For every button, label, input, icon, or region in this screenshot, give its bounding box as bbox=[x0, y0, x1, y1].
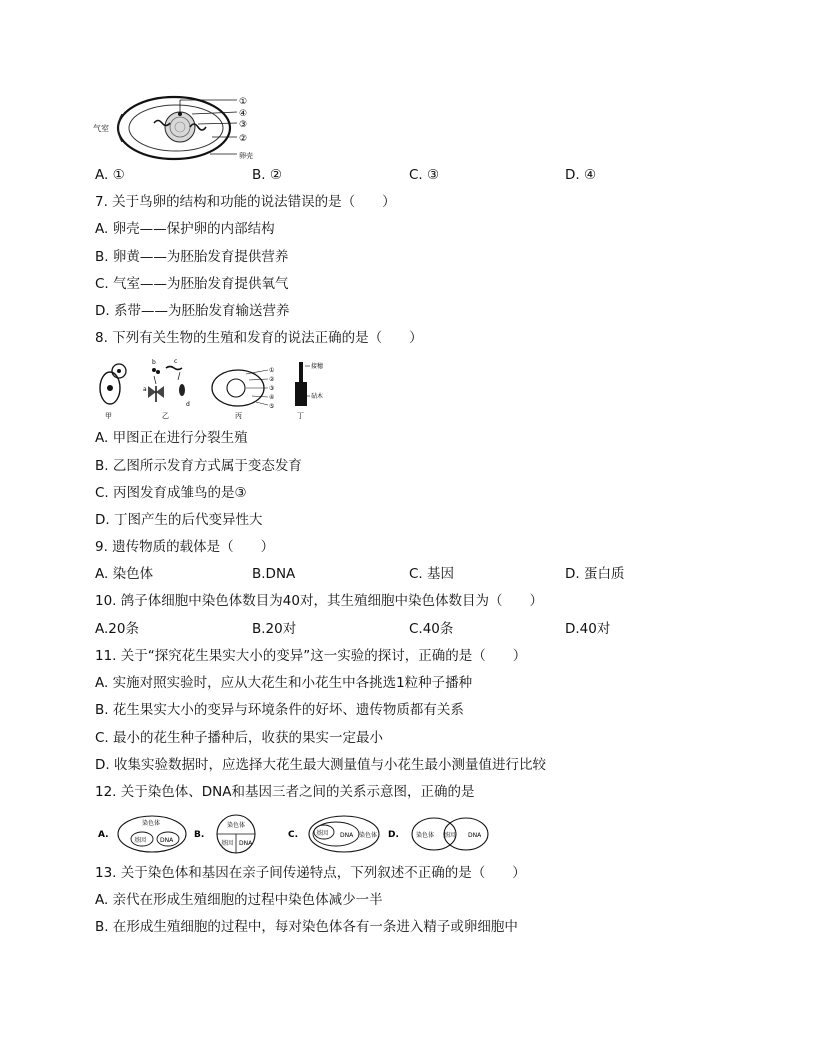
q7-option-c: C. 气室——为胚胎发育提供氧气 bbox=[95, 276, 289, 292]
option-d-dna: DNA bbox=[468, 832, 482, 839]
q8-option-c: C. 丙图发育成雏鸟的是③ bbox=[95, 485, 247, 501]
marker-4: ④ bbox=[269, 394, 275, 401]
q8-option-b: B. 乙图所示发育方式属于变态发育 bbox=[95, 458, 302, 474]
q6-option-a: A. ① bbox=[95, 167, 125, 183]
q10-stem: 10. 鸽子体细胞中染色体数目为40对，其生殖细胞中染色体数目为（ ） bbox=[95, 593, 543, 609]
q6-option-d: D. ④ bbox=[565, 167, 597, 183]
option-d-gene: 基因 bbox=[443, 832, 456, 839]
q11-stem: 11. 关于“探究花生果实大小的变异”这一实验的探讨，正确的是（ ） bbox=[95, 648, 527, 664]
reproduction-diagram bbox=[96, 358, 336, 422]
label-a: a bbox=[143, 386, 147, 393]
egg-marker-2: ② bbox=[239, 134, 248, 144]
q12-letter-d: D. bbox=[388, 830, 399, 840]
label-b: b bbox=[152, 359, 156, 366]
q8-option-d: D. 丁图产生的后代变异性大 bbox=[95, 512, 263, 528]
q11-option-d: D. 收集实验数据时，应选择大花生最大测量值与小花生最小测量值进行比较 bbox=[95, 757, 546, 773]
egg-label-shell: 卵壳 bbox=[239, 152, 253, 160]
q8-stem: 8. 下列有关生物的生殖和发育的说法正确的是（ ） bbox=[95, 330, 423, 346]
q9-option-b: B.DNA bbox=[252, 566, 296, 582]
label-c: c bbox=[174, 358, 178, 365]
marker-2: ② bbox=[269, 376, 275, 383]
label-yi: 乙 bbox=[162, 412, 169, 420]
egg-marker-4: ④ bbox=[239, 109, 248, 119]
label-zhanmu: 砧木 bbox=[311, 393, 324, 400]
q6-option-c: C. ③ bbox=[409, 167, 440, 183]
option-a-gene: 基因 bbox=[134, 837, 147, 844]
bird-egg-diagram bbox=[92, 92, 272, 164]
q11-option-c: C. 最小的花生种子播种后，收获的果实一定最小 bbox=[95, 730, 384, 746]
option-b-gene: 基因 bbox=[221, 840, 234, 847]
option-a-dna: DNA bbox=[160, 837, 174, 844]
q9-option-a: A. 染色体 bbox=[95, 566, 154, 582]
option-c-chromosome: 染色体 bbox=[359, 832, 378, 839]
venn-options-diagram bbox=[96, 812, 496, 856]
q7-stem: 7. 关于鸟卵的结构和功能的说法错误的是（ ） bbox=[95, 194, 396, 210]
q11-option-b: B. 花生果实大小的变异与环境条件的好坏、遗传物质都有关系 bbox=[95, 702, 464, 718]
figure-bing-egg bbox=[212, 367, 275, 420]
figure-yi-insect-cycle bbox=[143, 358, 190, 420]
figure-jia-yeast bbox=[100, 364, 126, 420]
q12-letter-b: B. bbox=[194, 830, 205, 840]
option-c-dna: DNA bbox=[340, 832, 354, 839]
q12-stem: 12. 关于染色体、DNA和基因三者之间的关系示意图，正确的是 bbox=[95, 784, 475, 800]
q8-option-a: A. 甲图正在进行分裂生殖 bbox=[95, 430, 248, 446]
q7-option-a: A. 卵壳——保护卵的内部结构 bbox=[95, 221, 275, 237]
marker-1: ① bbox=[269, 367, 275, 374]
q13-option-b: B. 在形成生殖细胞的过程中，每对染色体各有一条进入精子或卵细胞中 bbox=[95, 919, 518, 935]
q10-option-c: C.40条 bbox=[409, 621, 454, 637]
label-jia: 甲 bbox=[105, 412, 112, 420]
option-b-chromosome: 染色体 bbox=[227, 822, 246, 829]
option-d-chromosome: 染色体 bbox=[416, 832, 435, 839]
egg-marker-3: ③ bbox=[239, 120, 248, 130]
egg-marker-1: ① bbox=[239, 97, 248, 107]
marker-3: ③ bbox=[269, 385, 275, 392]
q10-option-b: B.20对 bbox=[252, 621, 297, 637]
q9-option-c: C. 基因 bbox=[409, 566, 455, 582]
q11-option-a: A. 实施对照实验时，应从大花生和小花生中各挑选1粒种子播种 bbox=[95, 675, 473, 691]
label-ding: 丁 bbox=[297, 412, 304, 420]
q10-option-a: A.20条 bbox=[95, 621, 139, 637]
q12-letter-c: C. bbox=[288, 830, 299, 840]
q7-option-b: B. 卵黄——为胚胎发育提供营养 bbox=[95, 249, 289, 265]
label-d: d bbox=[186, 401, 190, 408]
label-jiesui: 接穗 bbox=[311, 363, 324, 370]
q6-option-b: B. ② bbox=[252, 167, 282, 183]
egg-label-air-chamber: 气室 bbox=[93, 124, 109, 133]
q12-letter-a: A. bbox=[98, 830, 109, 840]
option-b-dna: DNA bbox=[239, 840, 253, 847]
q9-stem: 9. 遗传物质的载体是（ ） bbox=[95, 539, 275, 555]
label-bing: 丙 bbox=[235, 412, 242, 420]
q7-option-d: D. 系带——为胚胎发育输送营养 bbox=[95, 303, 290, 319]
figure-ding-grafting bbox=[295, 362, 324, 420]
marker-5: ⑤ bbox=[269, 403, 275, 410]
q13-option-a: A. 亲代在形成生殖细胞的过程中染色体减少一半 bbox=[95, 892, 383, 908]
q13-stem: 13. 关于染色体和基因在亲子间传递特点，下列叙述不正确的是（ ） bbox=[95, 865, 526, 881]
q9-option-d: D. 蛋白质 bbox=[565, 566, 625, 582]
option-c-gene: 基因 bbox=[316, 830, 329, 837]
q10-option-d: D.40对 bbox=[565, 621, 611, 637]
option-a-chromosome: 染色体 bbox=[142, 820, 161, 827]
